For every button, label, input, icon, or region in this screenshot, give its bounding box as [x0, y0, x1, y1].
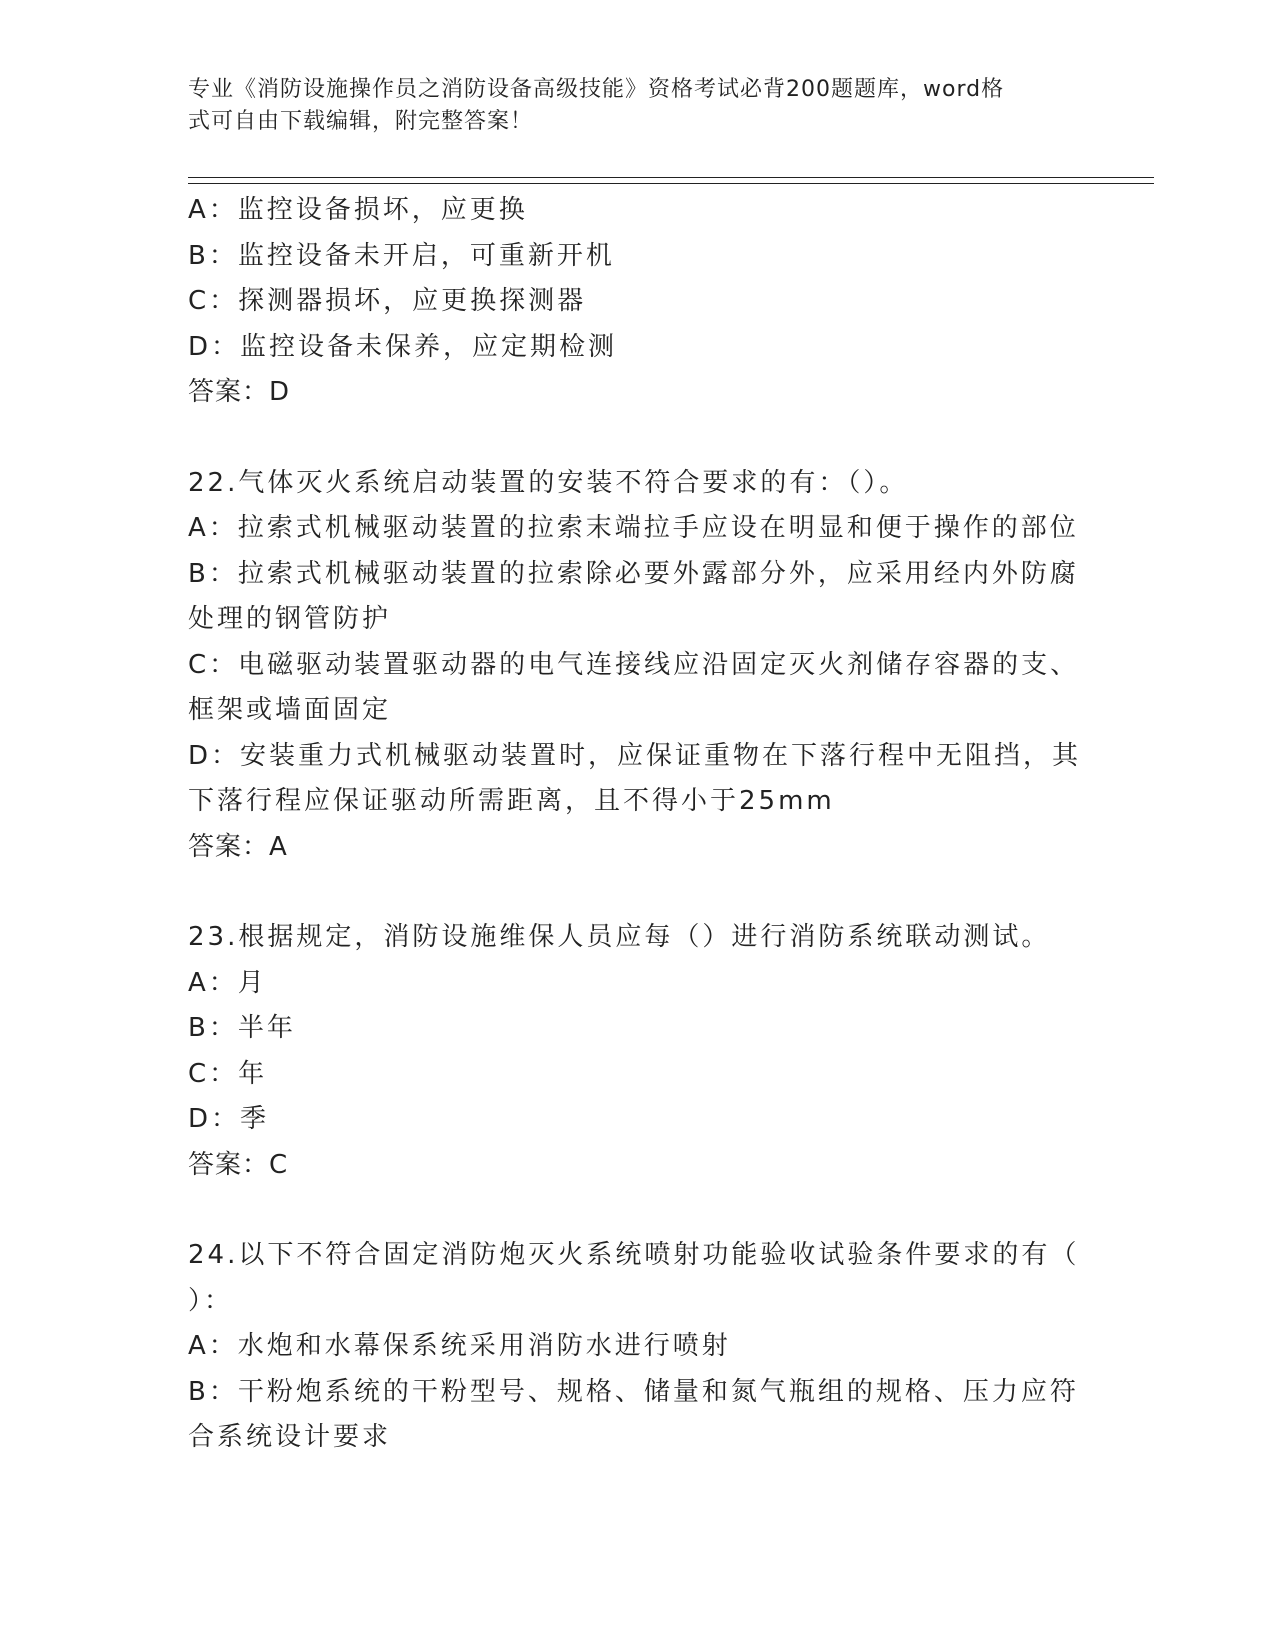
option-b-line-1: B：干粉炮系统的干粉型号、规格、储量和氮气瓶组的规格、压力应符	[188, 1376, 1079, 1407]
option-a: A：月	[188, 967, 267, 998]
answer: 答案：A	[188, 831, 288, 862]
option-c: C：探测器损坏，应更换探测器	[188, 286, 587, 316]
question-21	[188, 188, 1088, 416]
option-b: B：半年	[188, 1013, 296, 1043]
question-stem: 22.气体灭火系统启动装置的安装不符合要求的有：（）。	[188, 467, 909, 498]
question-stem-line-1: 24.以下不符合固定消防炮灭火系统喷射功能验收试验条件要求的有（	[188, 1240, 1080, 1270]
option-a: A：拉索式机械驱动装置的拉索末端拉手应设在明显和便于操作的部位	[188, 513, 1079, 543]
option-d: D：季	[188, 1104, 270, 1134]
option-a: A：监控设备损坏，应更换	[188, 195, 528, 225]
page-header	[188, 74, 1068, 138]
question-stem-line-2: ）：	[188, 1285, 234, 1316]
question-22	[188, 461, 1088, 871]
option-c-line-1: C：电磁驱动装置驱动器的电气连接线应沿固定灭火剂储存容器的支、	[188, 649, 1080, 680]
option-c: C：年	[188, 1058, 268, 1089]
header-line-2: 式可自由下载编辑，附完整答案！	[188, 109, 534, 134]
option-d-line-2: 下落行程应保证驱动所需距离，且不得小于25mm	[188, 786, 835, 816]
option-b: B：监控设备未开启，可重新开机	[188, 240, 615, 271]
question-list	[188, 188, 1088, 1461]
question-stem: 23.根据规定，消防设施维保人员应每（）进行消防系统联动测试。	[188, 922, 1051, 952]
answer: 答案：C	[188, 1149, 289, 1180]
header-divider-bottom	[188, 183, 1154, 184]
question-23	[188, 915, 1088, 1188]
question-24	[188, 1233, 1088, 1461]
header-divider-top	[188, 177, 1154, 178]
option-c-line-2: 框架或墙面固定	[188, 695, 392, 725]
header-line-1: 专业《消防设施操作员之消防设备高级技能》资格考试必背200题题库，word格	[188, 77, 1005, 102]
option-d: D：监控设备未保养，应定期检测	[188, 331, 618, 362]
option-d-line-1: D：安装重力式机械驱动装置时，应保证重物在下落行程中无阻挡，其	[188, 740, 1082, 771]
option-b-line-1: B：拉索式机械驱动装置的拉索除必要外露部分外，应采用经内外防腐	[188, 558, 1079, 589]
option-b-line-2: 合系统设计要求	[188, 1422, 392, 1452]
option-b-line-2: 处理的钢管防护	[188, 604, 392, 634]
answer: 答案：D	[188, 377, 291, 407]
option-a: A：水炮和水幕保系统采用消防水进行喷射	[188, 1331, 731, 1361]
